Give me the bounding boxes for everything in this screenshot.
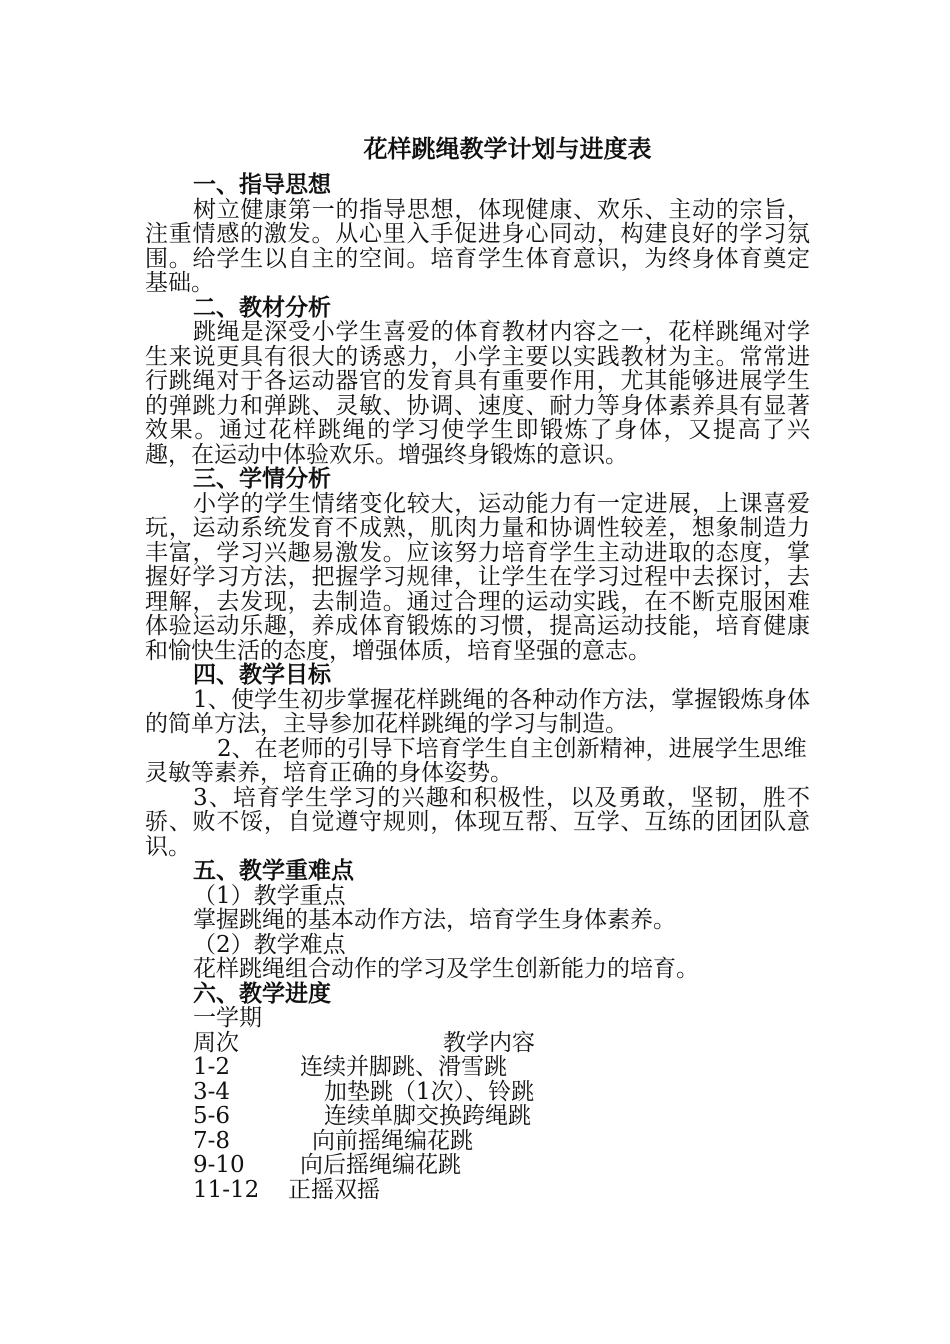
difficulty-label: （2）教学难点: [193, 931, 346, 958]
section-heading-guiding-thought: 一、指导思想: [193, 172, 331, 198]
difficulty-body: 花样跳绳组合动作的学习及学生创新能力的培育。: [193, 956, 699, 982]
schedule-week: 11-12: [193, 1176, 260, 1203]
goal-item-2: 2、在老师的引导下培育学生自主创新精神，进展学生思维灵敏等素养，培育正确的身体姿势。: [145, 735, 807, 786]
schedule-row: [145, 1129, 810, 1154]
schedule-content: 加垫跳（1次）、铃跳: [324, 1078, 535, 1105]
schedule-row: [145, 1055, 810, 1080]
section-body-guiding-thought: 树立健康第一的指导思想，体现健康、欢乐、主动的宗旨，注重情感的激发。从心里入手促进身心同动，构建良好的学习氛围。给学生以自主的空间。培育学生体育意识，为终身体育奠定基础。: [145, 196, 810, 296]
key-point-label: （1）教学重点: [193, 882, 346, 909]
week-column-header: 周次: [193, 1029, 239, 1056]
section-body-material-analysis: 跳绳是深受小学生喜爱的体育教材内容之一，花样跳绳对学生来说更具有很大的诱惑力，小学主要以实践教材为主。常常进行跳绳对于各运动器官的发育具有重要作用，尤其能够进展学生的弹跳力和弹跳、灵敏、协调、速度、耐力等身体素养具有显著效果。通过花样跳绳的学习使学生即锻炼了身体，又提高了兴趣，在运动中体验欢乐。增强终身锻炼的意识。: [145, 319, 810, 468]
section-body-student-analysis: 小学的学生情绪变化较大，运动能力有一定进展，上课喜爱玩，运动系统发育不成熟，肌肉力量和协调性较差，想象制造力丰富，学习兴趣易激发。应该努力培育学生主动进取的态度，掌握好学习方法，把握学习规律，让学生在学习过程中去探讨，去理解，去发现，去制造。通过合理的运动实践，在不断克服困难体验运动乐趣，养成体育锻炼的习惯，提高运动技能，培育健康和愉快生活的态度，增强体质，培育坚强的意志。: [145, 490, 810, 664]
section-heading-key-points: 五、教学重难点: [193, 858, 354, 884]
content-column-header: 教学内容: [443, 1029, 535, 1056]
section-heading-student-analysis: 三、学情分析: [193, 466, 331, 492]
schedule-content: 向前摇绳编花跳: [312, 1127, 473, 1154]
document-body: [145, 133, 810, 1202]
key-point-body: 掌握跳绳的基本动作方法，培育学生身体素养。: [193, 907, 676, 933]
schedule-content: 向后摇绳编花跳: [300, 1152, 461, 1178]
goal-item-1: 1、使学生初步掌握花样跳绳的各种动作方法，掌握锻炼身体的简单方法，主导参加花样跳绳的学习与制造。: [145, 686, 810, 737]
schedule-header: [145, 1031, 810, 1056]
page-title: 花样跳绳教学计划与进度表: [363, 135, 652, 163]
schedule-content: 正摇双摇: [288, 1176, 380, 1203]
schedule-week: 1-2: [193, 1054, 231, 1080]
term-label: 一学期: [193, 1005, 262, 1031]
schedule-week: 9-10: [193, 1152, 245, 1178]
schedule-week: 7-8: [193, 1127, 231, 1154]
section-heading-teaching-goals: 四、教学目标: [193, 662, 331, 688]
schedule-week: 5-6: [193, 1103, 231, 1129]
schedule-week: 3-4: [193, 1078, 231, 1105]
goal-item-3: 3、培育学生学习的兴趣和积极性，以及勇敢，坚韧，胜不骄、败不馁，自觉遵守规则，体现互帮、互学、互练的团团队意识。: [145, 784, 810, 860]
schedule-content: 连续单脚交换跨绳跳: [324, 1103, 531, 1129]
schedule-row: [145, 1153, 810, 1178]
schedule-row: [145, 1104, 810, 1129]
section-heading-progress: 六、教学进度: [193, 980, 331, 1007]
schedule-row: [145, 1178, 810, 1203]
section-heading-material-analysis: 二、教材分析: [193, 294, 331, 321]
schedule-row: [145, 1080, 810, 1105]
schedule-content: 连续并脚跳、滑雪跳: [300, 1054, 507, 1080]
